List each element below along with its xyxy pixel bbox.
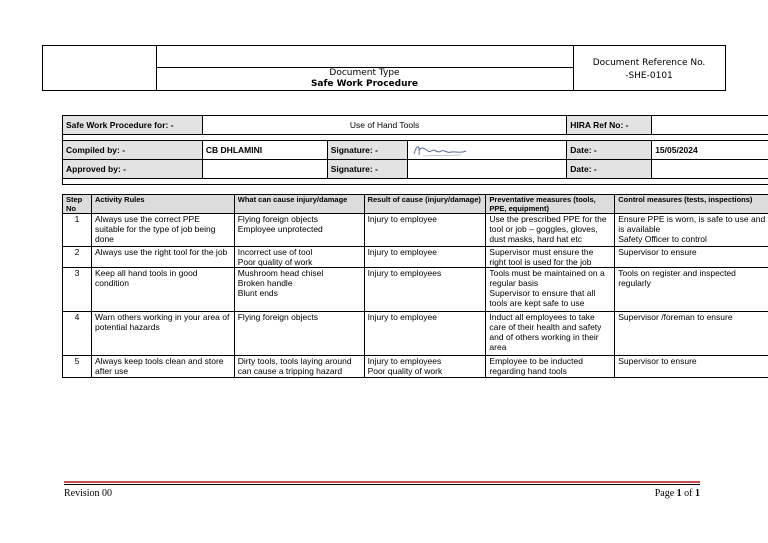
date2-label: Date: - bbox=[567, 160, 652, 179]
step-no: 4 bbox=[63, 312, 92, 356]
preventative-measure: Induct all employees to take care of their health and safety and of others working in their area bbox=[486, 312, 615, 356]
preventative-measure: Supervisor must ensure the right tool is used for the job bbox=[486, 247, 615, 268]
page-number bbox=[600, 488, 700, 499]
control-measure: Supervisor to ensure bbox=[615, 356, 768, 378]
cause-result: Injury to employees bbox=[364, 268, 486, 312]
document-reference-value: -SHE-0101 bbox=[625, 71, 673, 81]
signature2-label: Signature: - bbox=[327, 160, 407, 179]
step-no: 2 bbox=[63, 247, 92, 268]
header-preventative: Preventative measures (tools, PPE, equipment) bbox=[486, 195, 615, 214]
injury-cause: Mushroom head chisel Broken handle Blunt ends bbox=[234, 268, 364, 312]
procedure-info-table bbox=[62, 115, 768, 185]
injury-cause: Flying foreign objects bbox=[234, 312, 364, 356]
step-no: 5 bbox=[63, 356, 92, 378]
cause-result: Injury to employee bbox=[364, 214, 486, 247]
cause-result: Injury to employee bbox=[364, 247, 486, 268]
preventative-measure: Use the prescribed PPE for the tool or job – goggles, gloves, dust masks, hard hat etc bbox=[486, 214, 615, 247]
document-type-value: Safe Work Procedure bbox=[310, 79, 419, 89]
activity-rule: Warn others working in your area of potential hazards bbox=[91, 312, 234, 356]
document-type-label: Document Type bbox=[329, 68, 400, 78]
control-measure: Supervisor /foreman to ensure bbox=[615, 312, 768, 356]
page-prefix: Page bbox=[654, 488, 677, 499]
table-row bbox=[63, 356, 768, 378]
swp-for-value: Use of Hand Tools bbox=[202, 116, 566, 135]
logo-cell bbox=[43, 46, 157, 90]
preventative-measure: Employee to be inducted regarding hand tools bbox=[486, 356, 615, 378]
preventative-measure: Tools must be maintained on a regular basis Supervisor to ensure that all tools are kept safe to use bbox=[486, 268, 615, 312]
date-label: Date: - bbox=[567, 141, 652, 160]
signature2-value bbox=[407, 160, 567, 179]
injury-cause: Incorrect use of tool Poor quality of work bbox=[234, 247, 364, 268]
hira-ref-value bbox=[652, 116, 768, 135]
control-measure: Tools on register and inspected regularly bbox=[615, 268, 768, 312]
table-row bbox=[63, 247, 768, 268]
header-cause: What can cause injury/damage bbox=[234, 195, 364, 214]
injury-cause: Flying foreign objects Employee unprotected bbox=[234, 214, 364, 247]
document-header bbox=[42, 45, 726, 91]
procedure-steps-table bbox=[62, 194, 768, 378]
step-no: 1 bbox=[63, 214, 92, 247]
page-of: of bbox=[681, 488, 695, 499]
revision-label: Revision 00 bbox=[64, 488, 113, 499]
signature-value bbox=[407, 141, 567, 160]
footer-divider-black bbox=[64, 484, 700, 485]
step-no: 3 bbox=[63, 268, 92, 312]
table-row bbox=[63, 312, 768, 356]
activity-rule: Always keep tools clean and store after use bbox=[91, 356, 234, 378]
steps-header-row bbox=[63, 195, 768, 214]
handwritten-signature bbox=[411, 142, 471, 158]
compiled-by-value: CB DHLAMINI bbox=[202, 141, 327, 160]
signature-label: Signature: - bbox=[327, 141, 407, 160]
footer-divider-red bbox=[64, 481, 700, 483]
header-result: Result of cause (injury/damage) bbox=[364, 195, 486, 214]
document-reference-label: Document Reference No. bbox=[592, 58, 706, 68]
header-control: Control measures (tests, inspections) bbox=[615, 195, 768, 214]
approved-by-value bbox=[202, 160, 327, 179]
date2-value bbox=[652, 160, 768, 179]
activity-rule: Always use the right tool for the job bbox=[91, 247, 234, 268]
document-reference-cell bbox=[573, 46, 725, 90]
swp-for-label: Safe Work Procedure for: - bbox=[63, 116, 203, 135]
activity-rule: Keep all hand tools in good condition bbox=[91, 268, 234, 312]
control-measure: Supervisor to ensure bbox=[615, 247, 768, 268]
document-type-cell bbox=[156, 46, 574, 90]
injury-cause: Dirty tools, tools laying around can cause a tripping hazard bbox=[234, 356, 364, 378]
header-activity-rules: Activity Rules bbox=[91, 195, 234, 214]
activity-rule: Always use the correct PPE suitable for the type of job being done bbox=[91, 214, 234, 247]
cause-result: Injury to employee bbox=[364, 312, 486, 356]
table-row bbox=[63, 268, 768, 312]
hira-ref-label: HIRA Ref No: - bbox=[567, 116, 652, 135]
compiled-by-label: Compiled by: - bbox=[63, 141, 203, 160]
header-step-no: Step No bbox=[63, 195, 92, 214]
control-measure: Ensure PPE is worn, is safe to use and is available Safety Officer to control bbox=[615, 214, 768, 247]
date-value: 15/05/2024 bbox=[652, 141, 768, 160]
approved-by-label: Approved by: - bbox=[63, 160, 203, 179]
page-current: 1 bbox=[676, 488, 682, 499]
cause-result: Injury to employees Poor quality of work bbox=[364, 356, 486, 378]
table-row bbox=[63, 214, 768, 247]
page-total: 1 bbox=[695, 488, 700, 499]
